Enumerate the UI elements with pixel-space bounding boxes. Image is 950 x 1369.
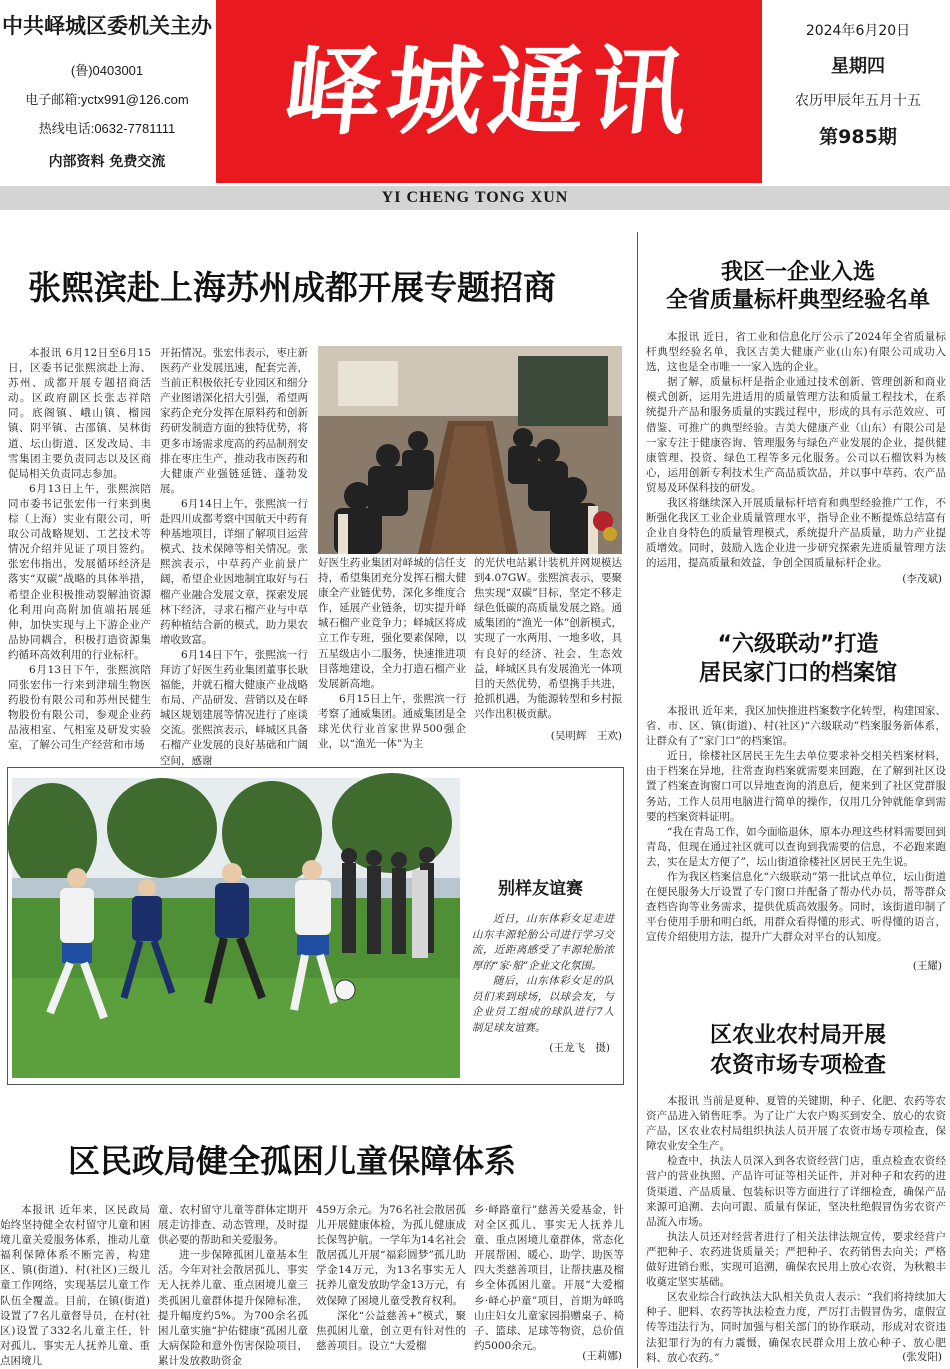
archive-byline: (王耀)	[912, 960, 942, 972]
football-feature-title: 别样友谊赛	[498, 879, 583, 899]
masthead	[0, 0, 950, 183]
phone-info: 热线电话:0632-7781111	[38, 121, 176, 136]
civil-headline: 区民政局健全孤困儿童保障体系	[68, 1142, 517, 1180]
football-paragraph: 近日，山东体彩女足走进山东丰源轮胎公司进行学习交流，近距离感受了丰源轮胎浓厚的“家·船”企业文化氛围。	[472, 913, 614, 972]
agri-paragraph: 本报讯 当前是夏种、夏管的关键期，种子、化肥、农药等农资产品进入销售旺季。为了让广大农户购买到安全、放心的农资产品，区农业农村局组织执法人员开展了农资市场专项检查，保障农业安全生产。	[646, 1095, 946, 1153]
civil-paragraph: 乡·峄路童行”慈善关爱基金，针对全区孤儿、事实无人抚养儿童、重点困境儿童群体，常态化开展帮困、暖心、助学、助医等四大类慈善项目，让帮扶惠及榴乡全体孤困儿童。开展“大爱榴乡·峄心护童”项目，首期为峄鸣山庄妇女儿童家园捐赠桌子、椅子、篮球、足球等物资，总价值约5000余元。	[474, 1204, 624, 1352]
archive-paragraph: “我在青岛工作，如今面临退休，原本办理这些材料需要回到青岛，但现在通过社区就可以查询到我需要的信息，不必跑来跑去，实在是太方便了”，坛山街道徐楼社区居民王先生说。	[646, 825, 946, 868]
invest-column-3	[318, 556, 466, 754]
invest-paragraph: 好医生药业集团对峄城的信任支持，希望集团充分发挥石榴大健康全产业链优势，深化多维度合作，延展产业链条，切实提升峄城石榴产业竞争力；峄城区将成立工作专班，强化要素保障，以五星级店小二服务，快速推进项目落地建设，全力打造石榴产业发展新高地。	[318, 557, 466, 690]
civil-column-2	[158, 1203, 308, 1365]
invest-paragraph: 6月13日上午，张熙滨陪同市委书记张宏伟一行来到奥棕（上海）实业有限公司，听取公司战略规划、工艺技术等情况介绍并见证了项目签约。张宏伟指出，发展循环经济是落实“双碳”战略的具体举措，希望企业积极推动裂解油资源化利用向高附加值端拓展延伸，加快实现与上下游企业产品协同耦合，积极打造资源集约循环高效利用的行业标杆。	[8, 482, 151, 661]
civil-paragraph: 进一步保障孤困儿童基本生活。今年对社会散居孤儿、事实无人抚养儿童、重点困境儿童三类孤困儿童群体提升保障标准，提升幅度约5%。为700余名孤困儿童实施“护佑健康”孤困儿童大病保险和意外伤害保险项目，累计发放救助资金	[158, 1249, 308, 1367]
civil-paragraph: 童、农村留守儿童等群体定期开展走访排查、动态管理，及时提供必要的帮助和关爱服务。	[158, 1204, 308, 1247]
football-photo	[12, 778, 460, 1078]
quality-byline: (李茂斌)	[902, 573, 942, 585]
invest-paragraph: 6月14日上午，张熙滨一行赴四川成都考察中国航天中药育种基地项目，详细了解项目运营模式、技术保障等相关情况。张熙滨表示，中草药产业前景广阔，希望企业因地制宜取好与石榴产业融合发展文章，探索发展林下经济，寻求石榴产业与中草药种植结合新的模式，助力果农增收致富。	[160, 497, 308, 646]
agri-paragraph: 区农业综合行政执法大队相关负责人表示：“我们将持续加大种子、肥料、农药等执法检查力度，严厉打击假冒伪劣，虚假宣传等违法行为，同时加强与相关部门的协作联动，形成对农资违法犯罪行为的有力震慑，确保农民群众用上放心种子、放心肥料、放心农药。”	[646, 1291, 946, 1364]
distribution-note: 内部资料 免费交流	[48, 154, 166, 170]
license-number: (鲁)0403001	[70, 63, 144, 78]
masthead-left-info	[0, 0, 214, 183]
agri-paragraph: 执法人员还对经营者进行了相关法律法规宣传，要求经营户严把种子、农药进货质量关；严把种子、农药销售去向关；严格做好进销台账，实现可追溯，确保农民用上放心农资，为秋粮丰收奠定坚实基础。	[646, 1230, 946, 1289]
quality-paragraph: 本报讯 近日，省工业和信息化厅公示了2024年全省质量标杆典型经验名单，我区吉美大健康产业(山东)有限公司成功入选，这也是全市唯一一家入选的企业。	[646, 331, 946, 374]
issue-number: 第985期	[819, 126, 897, 148]
football-feature-text	[472, 912, 614, 1036]
invest-paragraph: 开拓情况。张宏伟表示，枣庄新医药产业发展迅速，配套完善，当前正积极依托专业园区和细分产业图谱深化招大引强，希望两家药企充分发挥在原料药和创新药研发制造方面的独特优势，将更多市场需求度高的药品制剂安排在枣庄生产，推动我市医药和大健康产业强链延链、蓬勃发展。	[160, 347, 308, 495]
agri-headline-1: 区农业农村局开展	[709, 1023, 886, 1048]
issue-date: 2024年6月20日	[805, 23, 911, 39]
civil-paragraph: 459万余元。为76名社会散居孤儿开展健康体检，为孤儿健康成长保驾护航。一学年为14名社会散居孤儿开展“福彩圆梦”孤儿助学金14万元，为13名事实无人抚养儿童发放助学金13万元，有效保障了困境儿童受教育权利。	[316, 1204, 466, 1307]
agri-byline: (张发阳)	[902, 1351, 942, 1363]
agri-paragraph: 检查中，执法人员深入到各农资经营门店，重点检查农资经营户的营业执照、产品许可证等相关证件，并对种子和农药的进货渠道、产品质量、包装标识等方面进行了详细检查，确保产品来源可追溯、去向可跟、质量有保证，坚决杜绝假冒伪劣农资产品流入市场。	[646, 1155, 946, 1228]
archive-paragraph: 作为我区档案信息化“六级联动”第一批试点单位，坛山街道在便民服务大厅设置了专门窗口并配备了帮办代办员，帮等群众查档咨询等业务需求，提供优质高效服务。同时，该街道印制了平台使用手册和明白纸，用群众看得懂的形式、听得懂的语言，宣传介绍使用方法，提升广大群众对平台的认知度。	[646, 871, 946, 944]
issue-weekday: 星期四	[831, 56, 885, 77]
civil-column-1	[0, 1203, 150, 1365]
newspaper-nameplate	[216, 0, 762, 183]
invest-paragraph: 6月13日下午，张熙滨陪同张宏伟一行来到津瑞生物医药股份有限公司和苏州民健生物股份有限公司，参观企业药品液相室、气相室及研发实验室，了解公司生产经营和市场	[8, 663, 151, 752]
lunar-date: 农历甲辰年五月十五	[795, 93, 921, 109]
organizer-label: 中共峄城区委机关主办	[2, 13, 212, 38]
column-divider	[637, 232, 638, 1368]
invest-paragraph: 6月14日下午，张熙滨一行拜访了好医生药业集团董事长耿福能，并就石榴大健康产业战略布局、产品研发、营销以及在峄城区规划建展等情况进行了座谈交流。张熙滨表示，峄城区具备石榴产业发展的良好基础和广阔空间，感谢	[160, 648, 308, 767]
invest-headline: 张熙滨赴上海苏州成都开展专题招商	[28, 268, 556, 307]
newspaper-name: 峄城通讯	[279, 34, 699, 148]
quality-paragraph: 据了解，质量标杆是指企业通过技术创新、管理创新和商业模式创新，运用先进适用的质量管理方法和质量工程技术，在系统提升产品和服务质量的实践过程中，形成的具有示范效应、可借鉴、可推广的典型经验。吉美大健康产业（山东）有限公司是一家专注于健康咨询、管理服务与绿色产业发展的企业，提供健康管理、投资、绿色工程等多元化服务。公司以石榴饮料为核心，运用创新专利技术生产高品质饮品，并以事中草药、农产品贸易及环保科技的研发。	[646, 376, 946, 494]
civil-paragraph: 深化“公益慈善+”模式，聚焦孤困儿童，创立更有针对性的慈善项目。设立“大爱榴	[316, 1309, 466, 1352]
agri-headline-2: 农资市场专项检查	[709, 1053, 886, 1078]
football-byline: (王龙飞 摄)	[549, 1042, 610, 1054]
quality-headline-2: 全省质量标杆典型经验名单	[665, 288, 930, 313]
quality-headline-1: 我区一企业入选	[720, 260, 875, 285]
quality-paragraph: 我区将继续深入开展质量标杆培育和典型经验推广工作，不断强化我区工业企业质量管理水平，指导企业不断提炼总结富有企业自身特色的质量管理模式，系统提升产品质量，助力产业提质增效。同时，鼓励入选企业进一步研究探索先进质量管理方法的运用，提高质量和效益，争创全国质量标杆企业。	[646, 497, 946, 570]
invest-paragraph: 6月15日上午，张熙滨一行考察了通威集团。通威集团是全球光伏行业首家世界500强企业，以“渔光一体”为主	[318, 692, 466, 751]
email-info: 电子邮箱:yctx991@126.com	[25, 92, 189, 107]
civil-byline: (王莉娜)	[582, 1350, 622, 1362]
invest-paragraph: 的光伏电站累计装机并网规模达到4.07GW。张熙滨表示，要聚焦实现“双碳”目标，坚定不移走绿色低碳的高质量发展之路。通威集团的“渔光一体”创新模式，实现了一水两用、一地多收，具有良好的经济、社会、生态效益，峄城区具有发展渔光一体项目的天然优势，希望携手共进，抢抓机遇，为能源转型和乡村振兴作出积极贡献。	[474, 557, 622, 720]
pinyin-bar: YI CHENG TONG XUN	[0, 186, 950, 210]
invest-column-2	[160, 346, 308, 767]
archive-headline-1: “六级联动”打造	[717, 632, 879, 657]
civil-column-4	[474, 1203, 624, 1352]
football-paragraph: 随后，山东体彩女足的队员们来到球场，以球会友，与企业员工组成的球队进行7人制足球友谊赛。	[472, 975, 614, 1034]
invest-paragraph: 本报讯 6月12日至6月15日，区委书记张熙滨赴上海、苏州、成都开展专题招商活动。区政府副区长张志祥陪同。底阁镇、峨山镇、榴园镇、阴平镇、古邵镇、吴林街道、坛山街道、区发改局、丰雪集团主要负责同志以及区商促局相关负责同志参加。	[8, 347, 151, 480]
archive-headline-2: 居民家门口的档案馆	[698, 661, 897, 686]
civil-paragraph: 本报讯 近年来，区民政局始终坚持健全农村留守儿童和困境儿童关爱服务体系，推动儿童福利保障体系不断完善，构建区、镇(街道)、村(社区)三级儿童工作网络，实现基层儿童工作队伍全覆盖。目前，在镇(街道)设置了7名儿童督导员，在村(社区)设置了332名儿童主任，针对孤儿、事实无人抚养儿童、重点困境儿	[0, 1204, 150, 1367]
archive-body	[646, 704, 946, 956]
invest-column-4	[474, 556, 622, 731]
meeting-photo	[318, 346, 622, 554]
quality-body	[646, 330, 946, 568]
invest-byline: (吴明辉 王欢)	[550, 730, 622, 742]
archive-paragraph: 本报讯 近年来，我区加快推进档案数字化转型，构建国家、省、市、区、镇(街道)、村(社区)“六级联动”档案服务新体系，让群众有了“家门口”的档案馆。	[646, 705, 946, 748]
invest-column-1	[8, 346, 151, 754]
masthead-right-info	[766, 0, 950, 183]
archive-paragraph: 近日，徐楼社区居民王先生去单位要求补交相关档案材料，由于档案在异地，往常查询档案就需要来回跑，在了解到社区设置了档案查询窗口可以异地查询的消息后，便来到了社区党群服务站，工作人员用电脑进行简单的操作，仅用几分钟就能拿到需要的档案资料证明。	[646, 750, 946, 823]
civil-column-3	[316, 1203, 466, 1365]
